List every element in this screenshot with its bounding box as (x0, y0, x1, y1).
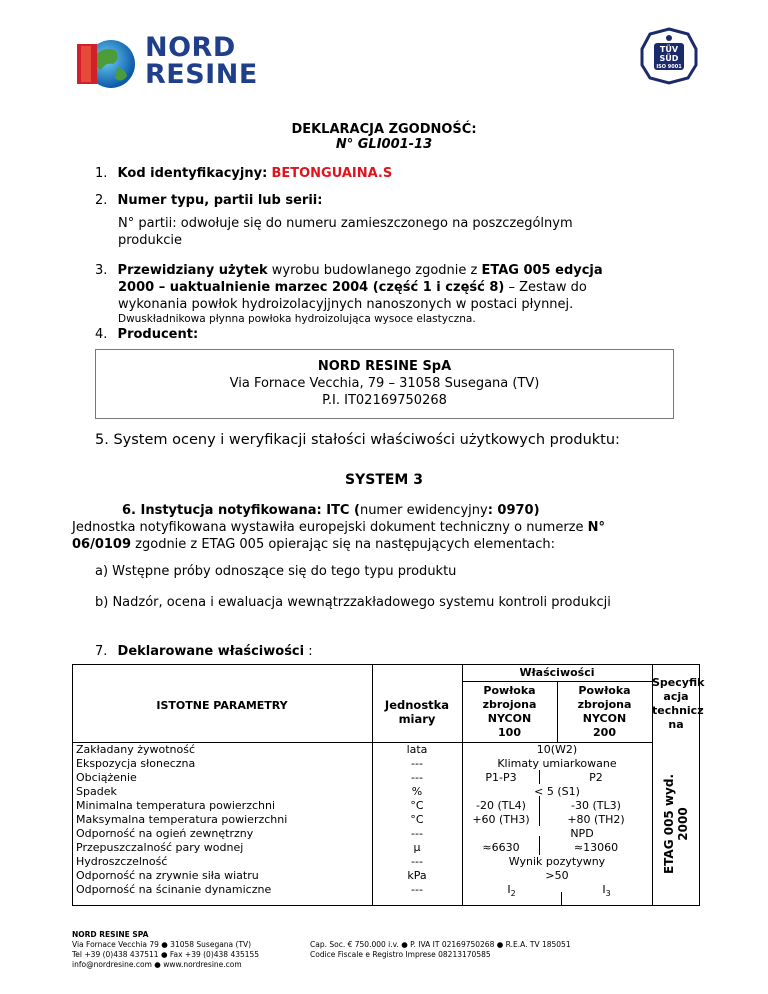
product-code: BETONGUAINA.S (271, 166, 393, 181)
table-row-param: Odporność na ścinanie dynamiczne (76, 883, 272, 896)
header-c1-0: Powłoka (483, 684, 536, 697)
header-spec-3: na (668, 718, 684, 731)
header-spec (652, 676, 705, 732)
table-row-unit: --- (411, 855, 423, 868)
document-number: 06/0109 (72, 537, 132, 552)
table-row-unit: lata (406, 743, 428, 756)
section-7 (95, 643, 313, 660)
section-3-number: 3. (95, 263, 108, 278)
table-row-param: Odporność na ogień zewnętrzny (76, 827, 254, 840)
table-row-unit: °C (410, 799, 424, 812)
properties-table (72, 664, 705, 906)
value-merged: Klimaty umiarkowane (497, 757, 617, 770)
table-row-unit: --- (411, 757, 423, 770)
value-i-100: I (507, 883, 511, 896)
cert-iso: ISO 9001 (656, 64, 682, 70)
section-3-text3: wykonania powłok hydroizolacyjjnych nanoszonych w postaci płynnej. (118, 297, 574, 312)
footer-left (72, 930, 312, 970)
section-6-p1: Jednostka notyfikowana wystawiła europejski dokument techniczny o numerze (72, 520, 588, 535)
section-7-colon: : (304, 644, 313, 659)
section-3 (95, 262, 685, 279)
header-spec-1: acja (663, 690, 689, 703)
table-row-param: Odporność na zrywnie siła wiatru (76, 869, 259, 882)
footer-phone: Tel +39 (0)438 437511 ● Fax +39 (0)438 435155 (72, 950, 260, 959)
section-6-paragraph (72, 519, 702, 553)
producent-box (95, 349, 674, 419)
table-row-param: Zakładany żywotność (76, 743, 196, 756)
header-unit-2: miary (398, 712, 436, 726)
table-row-param: Spadek (76, 785, 117, 798)
section-3-label: Przewidziany użytek (117, 263, 268, 278)
system-heading: SYSTEM 3 (345, 472, 423, 488)
section-6-p1b: N° (587, 520, 606, 535)
table-row-param: Obciążenie (76, 771, 137, 784)
header-c2-2: NYCON (582, 712, 627, 725)
header-c2-0: Powłoka (578, 684, 631, 697)
footer-address: Via Fornace Vecchia 79 ● 31058 Susegana (TV) (72, 940, 252, 949)
section-1-label: Kod identyfikacyjny: (117, 166, 268, 181)
brand-line1: NORD (145, 32, 236, 63)
section-4 (95, 326, 198, 343)
section-6-mid: numer ewidencyjny (359, 503, 488, 518)
section-2-label: Numer typu, partii lub serii: (117, 193, 323, 208)
producent-name: NORD RESINE SpA (317, 359, 452, 374)
section-4-label: Producent: (117, 327, 199, 342)
producent-address: Via Fornace Vecchia, 79 – 31058 Susegana (TV) (229, 376, 540, 391)
footer-contact: info@nordresine.com ● www.nordresine.com (72, 960, 242, 969)
footer-right (310, 940, 700, 960)
value-merged: < 5 (S1) (534, 785, 580, 798)
section-6-lead: 6. Instytucja notyfikowana: ITC ( (122, 503, 360, 518)
header-c1-2: NYCON (487, 712, 532, 725)
section-6-tail: : 0970) (487, 503, 540, 518)
values-column (462, 743, 652, 901)
table-row-unit: --- (411, 771, 423, 784)
spec-vertical-0: ETAG 005 wyd. (662, 773, 676, 875)
section-1 (95, 165, 392, 182)
value-nycon200: P2 (589, 771, 603, 784)
header-unit-1: Jednostka (384, 698, 450, 712)
header-unit (372, 698, 462, 726)
header-spec-0: Specyfik (652, 676, 705, 689)
header-spec-2: technicz (652, 704, 704, 717)
table-row-unit: °C (410, 813, 424, 826)
table-row-unit: --- (411, 827, 423, 840)
declaration-number: N° GLI001-13 (335, 137, 433, 152)
table-row-unit: kPa (407, 869, 427, 882)
value-nycon100: -20 (TL4) (476, 799, 526, 812)
section-2-text-line2: produkcie (118, 233, 183, 248)
section-5: 5. System oceny i weryfikacji stałości właściwości użytkowych produktu: (95, 432, 620, 448)
value-nycon100 (462, 883, 561, 901)
tuv-certification-mark (640, 27, 698, 85)
section-7-number: 7. (95, 644, 108, 659)
cert-tuv: TÜV (659, 45, 679, 54)
section-4-number: 4. (95, 327, 108, 342)
section-3-bold1: ETAG 005 edycja (481, 263, 603, 278)
section-2-text-line1: N° partii: odwołuje się do numeru zamieszczonego na poszczególnym (118, 216, 573, 231)
section-2-number: 2. (95, 193, 108, 208)
footer-capital: Cap. Soc. € 750.000 i.v. ● P. IVA IT 02169750268 ● R.E.A. TV 185051 (310, 940, 571, 949)
value-merged: NPD (570, 827, 594, 840)
item-b: b) Nadzór, ocena i ewaluacja wewnątrzzakładowego systemu kontroli produkcji (95, 595, 611, 610)
company-logo (75, 34, 270, 92)
spec-etag-vertical (662, 744, 690, 904)
product-description: Dwuskładnikowa płynna powłoka hydroizolująca wysoce elastyczna. (118, 313, 476, 325)
section-6-p2: zgodnie z ETAG 005 opierając się na następujących elementach: (131, 537, 556, 552)
section-1-number: 1. (95, 166, 108, 181)
document-title (0, 122, 768, 152)
section-3-text1: wyrobu budowlanego zgodnie z (267, 263, 482, 278)
value-nycon200: ≈13060 (573, 841, 619, 854)
brand-line2: RESINE (145, 59, 258, 90)
footer-company: NORD RESINE SPA (72, 930, 149, 939)
header-properties: Właściwości (519, 666, 595, 679)
header-c1-3: 100 (498, 726, 521, 739)
value-nycon200: -30 (TL3) (571, 799, 621, 812)
section-2 (95, 192, 322, 209)
table-row-param: Maksymalna temperatura powierzchni (76, 813, 288, 826)
table-row-param: Ekspozycja słoneczna (76, 757, 196, 770)
table-row-param: Przepuszczalność pary wodnej (76, 841, 244, 854)
producent-vat: P.I. IT02169750268 (322, 393, 447, 408)
header-c2-1: zbrojona (577, 698, 632, 711)
value-merged: Wynik pozytywny (508, 855, 606, 868)
brand-name (145, 34, 258, 88)
globe-icon (75, 34, 139, 92)
param-column (76, 743, 372, 897)
title-line1: DEKLARACJA ZGODNOŚĆ: (291, 122, 477, 137)
value-i-200: I (602, 883, 606, 896)
section-3-text2: – Zestaw do (504, 280, 587, 295)
table-row-param: Minimalna temperatura powierzchni (76, 799, 276, 812)
item-a: a) Wstępne próby odnoszące się do tego typu produktu (95, 564, 457, 579)
cert-sud: SÜD (659, 54, 679, 63)
value-nycon200: +80 (TH2) (567, 813, 625, 826)
header-col-nycon100 (462, 684, 557, 740)
value-i-200-sub: 3 (605, 889, 611, 899)
value-nycon100: P1-P3 (485, 771, 517, 784)
header-col-nycon200 (557, 684, 652, 740)
value-nycon100: +60 (TH3) (472, 813, 530, 826)
value-merged: 10(W2) (536, 743, 578, 756)
header-params: ISTOTNE PARAMETRY (156, 699, 288, 712)
value-merged: >50 (545, 869, 569, 882)
section-3-cont (118, 279, 698, 313)
section-7-label: Deklarowane właściwości (117, 644, 305, 659)
section-2-text (118, 215, 678, 249)
table-row-unit: % (411, 785, 423, 798)
header-c2-3: 200 (593, 726, 616, 739)
value-i-100-sub: 2 (510, 889, 516, 899)
value-nycon200 (561, 883, 652, 901)
footer-registry: Codice Fiscale e Registro Imprese 08213170585 (310, 950, 491, 959)
section-3-bold2: 2000 – uaktualnienie marzec 2004 (część 1 i część 8) (118, 280, 505, 295)
table-row-unit: --- (411, 883, 423, 896)
spec-vertical-1: 2000 (676, 807, 690, 841)
table-row-unit: μ (413, 841, 421, 854)
unit-column (372, 743, 462, 897)
value-nycon100: ≈6630 (482, 841, 520, 854)
section-6-heading (122, 502, 540, 519)
header-c1-1: zbrojona (482, 698, 537, 711)
table-row-param: Hydroszczelność (76, 855, 168, 868)
